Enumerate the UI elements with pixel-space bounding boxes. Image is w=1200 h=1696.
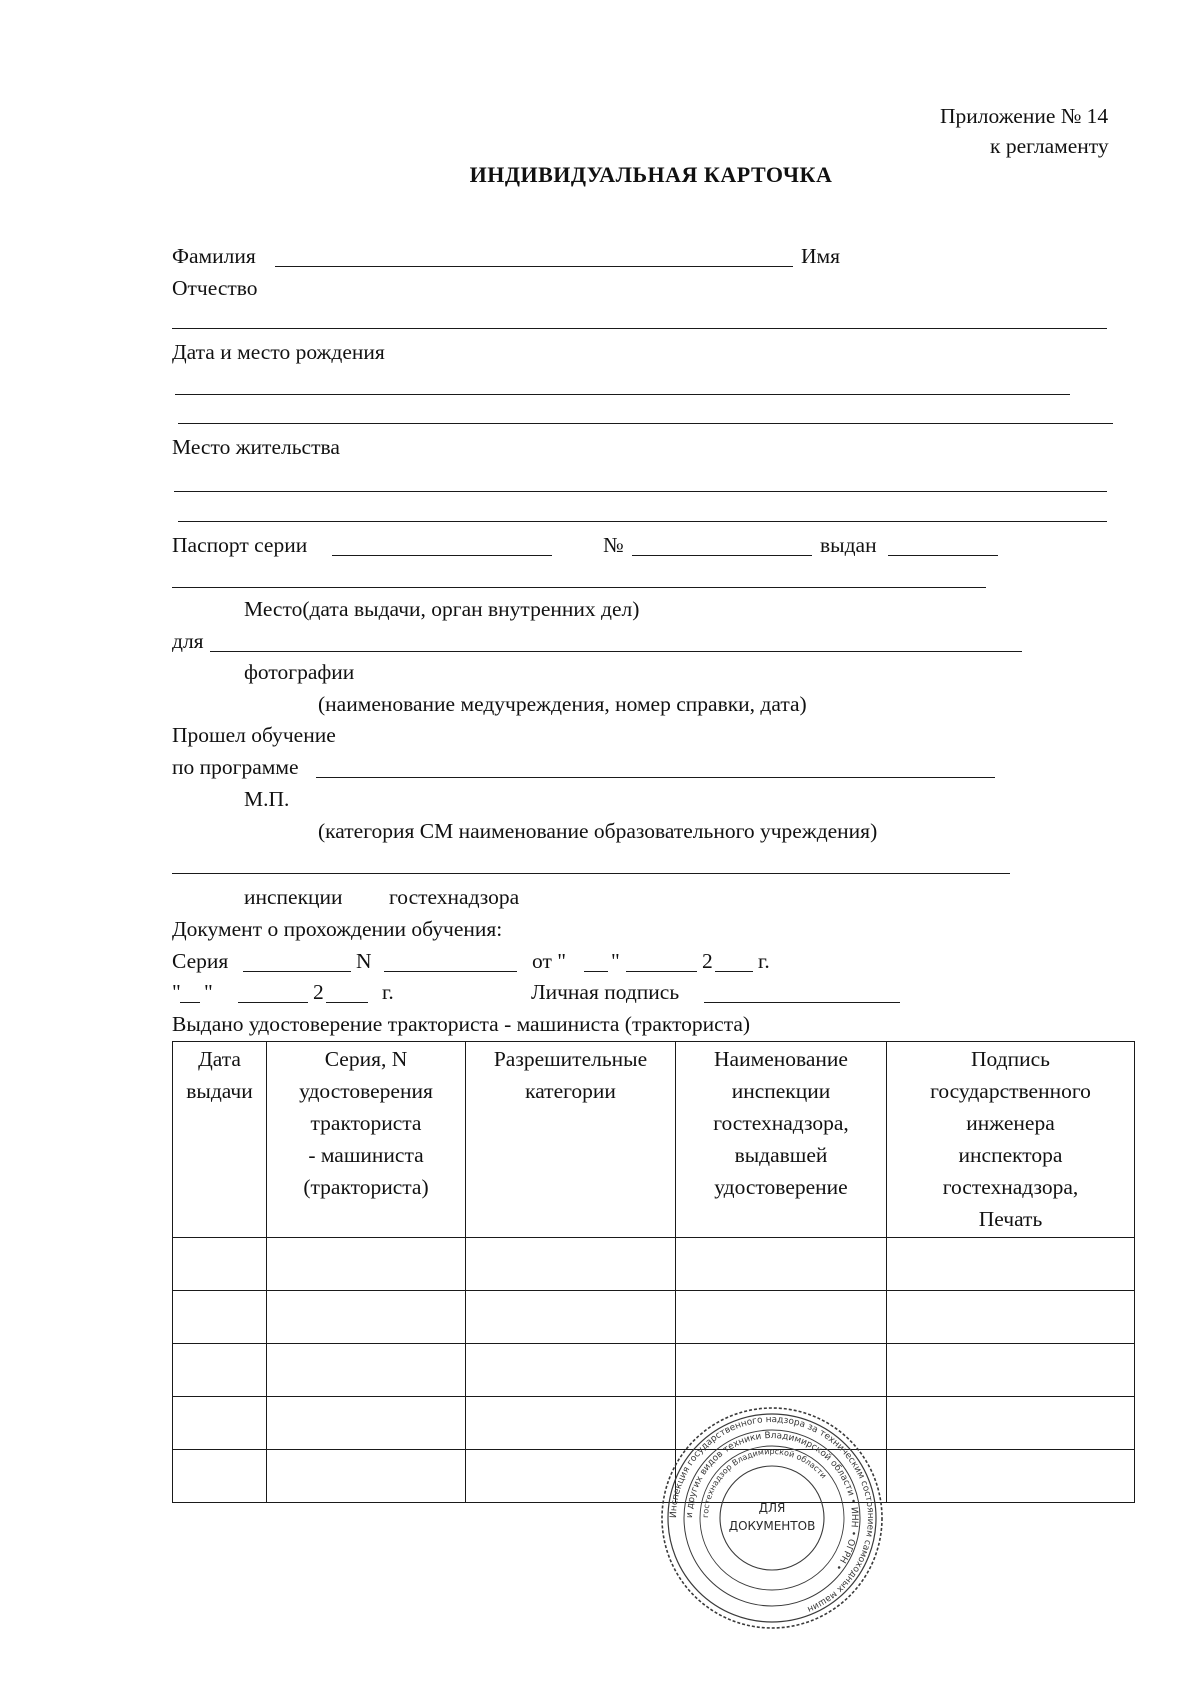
header-line: категории	[525, 1079, 616, 1103]
surname-label: Фамилия	[172, 244, 256, 268]
table-cell[interactable]	[887, 1397, 1135, 1450]
table-cell[interactable]	[676, 1344, 887, 1397]
medical-field[interactable]	[210, 651, 1022, 652]
appendix-number: Приложение № 14	[940, 104, 1109, 128]
from-day-field[interactable]	[584, 971, 608, 972]
photo-label: фотографии	[244, 660, 355, 684]
table-cell[interactable]	[466, 1397, 676, 1450]
birth-label: Дата и место рождения	[172, 340, 385, 364]
issued-certificate-label: Выдано удостоверение тракториста - машиниста (тракториста)	[172, 1012, 751, 1036]
date-month-field[interactable]	[238, 1002, 308, 1003]
passport-issuer-field[interactable]	[172, 587, 986, 588]
residence-field-line-1[interactable]	[174, 491, 1107, 492]
certificates-table	[172, 1041, 1135, 1503]
header-line: выдачи	[186, 1079, 253, 1103]
table-row	[173, 1397, 1135, 1450]
header-line: гостехнадзора,	[713, 1111, 849, 1135]
for-label: для	[172, 629, 204, 653]
header-line: (тракториста)	[303, 1175, 429, 1199]
header-line: гостехнадзора,	[942, 1175, 1079, 1199]
training-document-label: Документ о прохождении обучения:	[172, 917, 503, 941]
issue-place-note: Место(дата выдачи, орган внутренних дел)	[244, 597, 640, 621]
passport-number-label: №	[603, 533, 624, 557]
header-line: Разрешительные	[493, 1047, 648, 1071]
program-field[interactable]	[316, 777, 995, 778]
appendix-reference: к регламенту	[990, 134, 1109, 158]
passport-number-field[interactable]	[632, 555, 812, 556]
series-field[interactable]	[243, 971, 351, 972]
table-row	[173, 1344, 1135, 1397]
from-year-prefix: 2	[702, 949, 713, 973]
header-line: инженера	[966, 1111, 1055, 1135]
series-label: Серия	[172, 949, 229, 973]
from-month-field[interactable]	[626, 971, 697, 972]
table-cell[interactable]	[173, 1238, 267, 1291]
table-cell[interactable]	[676, 1238, 887, 1291]
table-cell[interactable]	[466, 1344, 676, 1397]
table-cell[interactable]	[173, 1344, 267, 1397]
header-line: государственного	[930, 1079, 1091, 1103]
header-line: тракториста	[310, 1111, 422, 1135]
header-line: Печать	[978, 1207, 1043, 1231]
residence-field-line-2[interactable]	[178, 521, 1107, 522]
table-cell[interactable]	[267, 1238, 466, 1291]
signature-label: Личная подпись	[531, 980, 680, 1004]
date-year-field[interactable]	[326, 1002, 368, 1003]
header-line: Наименование	[714, 1047, 848, 1071]
table-row	[173, 1291, 1135, 1344]
table-cell[interactable]	[267, 1344, 466, 1397]
table-cell[interactable]	[887, 1450, 1135, 1503]
training-label: Прошел обучение	[172, 723, 336, 747]
inspection-label: инспекции	[244, 885, 343, 909]
header-line: Подпись	[971, 1047, 1050, 1071]
header-series-number	[267, 1042, 466, 1238]
header-issue-date	[173, 1042, 267, 1238]
passport-series-field[interactable]	[332, 555, 552, 556]
table-cell[interactable]	[466, 1450, 676, 1503]
table-cell[interactable]	[676, 1291, 887, 1344]
table-cell[interactable]	[887, 1291, 1135, 1344]
table-row	[173, 1450, 1135, 1503]
header-line: удостоверения	[299, 1079, 433, 1103]
header-inspection-name	[676, 1042, 887, 1238]
header-line: инспекции	[731, 1079, 831, 1103]
table-row	[173, 1238, 1135, 1291]
table-cell[interactable]	[173, 1450, 267, 1503]
header-inspector-signature	[887, 1042, 1135, 1238]
name-patronymic-field[interactable]	[172, 328, 1107, 329]
birth-field-line-1[interactable]	[175, 394, 1070, 395]
header-line: выдавшей	[734, 1143, 828, 1167]
passport-series-label: Паспорт серии	[172, 533, 308, 557]
from-quote-close: "	[611, 949, 620, 973]
header-line: удостоверение	[714, 1175, 848, 1199]
table-header-row	[173, 1042, 1135, 1238]
signature-field[interactable]	[704, 1002, 900, 1003]
header-line: Серия, N	[324, 1047, 408, 1071]
from-year-suffix: г.	[758, 949, 770, 973]
passport-issued-label: выдан	[820, 533, 877, 557]
svg-text:гостехнадзор Владимирской обла: гостехнадзор Владимирской области	[700, 1447, 829, 1519]
medical-note: (наименование медучреждения, номер справки, дата)	[318, 692, 807, 716]
number-label: N	[356, 949, 372, 973]
table-cell[interactable]	[267, 1291, 466, 1344]
patronymic-label: Отчество	[172, 276, 258, 300]
category-note: (категория СМ наименование образовательного учреждения)	[318, 819, 878, 843]
date-quote-open: "	[172, 980, 181, 1004]
seal-place-label: М.П.	[244, 787, 290, 811]
table-cell[interactable]	[466, 1291, 676, 1344]
table-cell[interactable]	[887, 1238, 1135, 1291]
date-year-suffix: г.	[382, 980, 394, 1004]
surname-field[interactable]	[275, 266, 793, 267]
table-cell[interactable]	[887, 1344, 1135, 1397]
date-year-prefix: 2	[313, 980, 324, 1004]
residence-label: Место жительства	[172, 435, 340, 459]
institution-field[interactable]	[172, 873, 1010, 874]
table-body	[173, 1238, 1135, 1503]
date-day-field[interactable]	[180, 1002, 200, 1003]
gostekhnadzor-label: гостехнадзора	[389, 885, 520, 909]
table-cell[interactable]	[267, 1397, 466, 1450]
name-label: Имя	[801, 244, 841, 268]
table-cell[interactable]	[173, 1397, 267, 1450]
svg-text:и других видов техники Владими: и других видов техники Владимирской области • ИНН • ОГРН •	[684, 1430, 860, 1572]
svg-text:Инспекция государственного над: Инспекция государственного надзора за техническим состоянием самоходных машин	[668, 1414, 876, 1614]
page-title: ИНДИВИДУАЛЬНАЯ КАРТОЧКА	[469, 162, 833, 187]
table-cell[interactable]	[173, 1291, 267, 1344]
stamp-center-line1: ДЛЯ	[758, 1501, 786, 1515]
stamp-center-line2: ДОКУМЕНТОВ	[728, 1519, 816, 1533]
from-year-field[interactable]	[715, 971, 753, 972]
program-label: по программе	[172, 755, 299, 779]
number-field[interactable]	[384, 971, 517, 972]
passport-issued-field[interactable]	[888, 555, 998, 556]
header-line: инспектора	[958, 1143, 1063, 1167]
header-categories	[466, 1042, 676, 1238]
date-quote-close: "	[204, 980, 213, 1004]
table-cell[interactable]	[466, 1238, 676, 1291]
header-line: - машиниста	[308, 1143, 424, 1167]
birth-field-line-2[interactable]	[178, 423, 1113, 424]
from-label: от "	[532, 949, 567, 973]
table-cell[interactable]	[267, 1450, 466, 1503]
header-line: Дата	[198, 1047, 241, 1071]
round-seal-stamp	[657, 1403, 887, 1633]
